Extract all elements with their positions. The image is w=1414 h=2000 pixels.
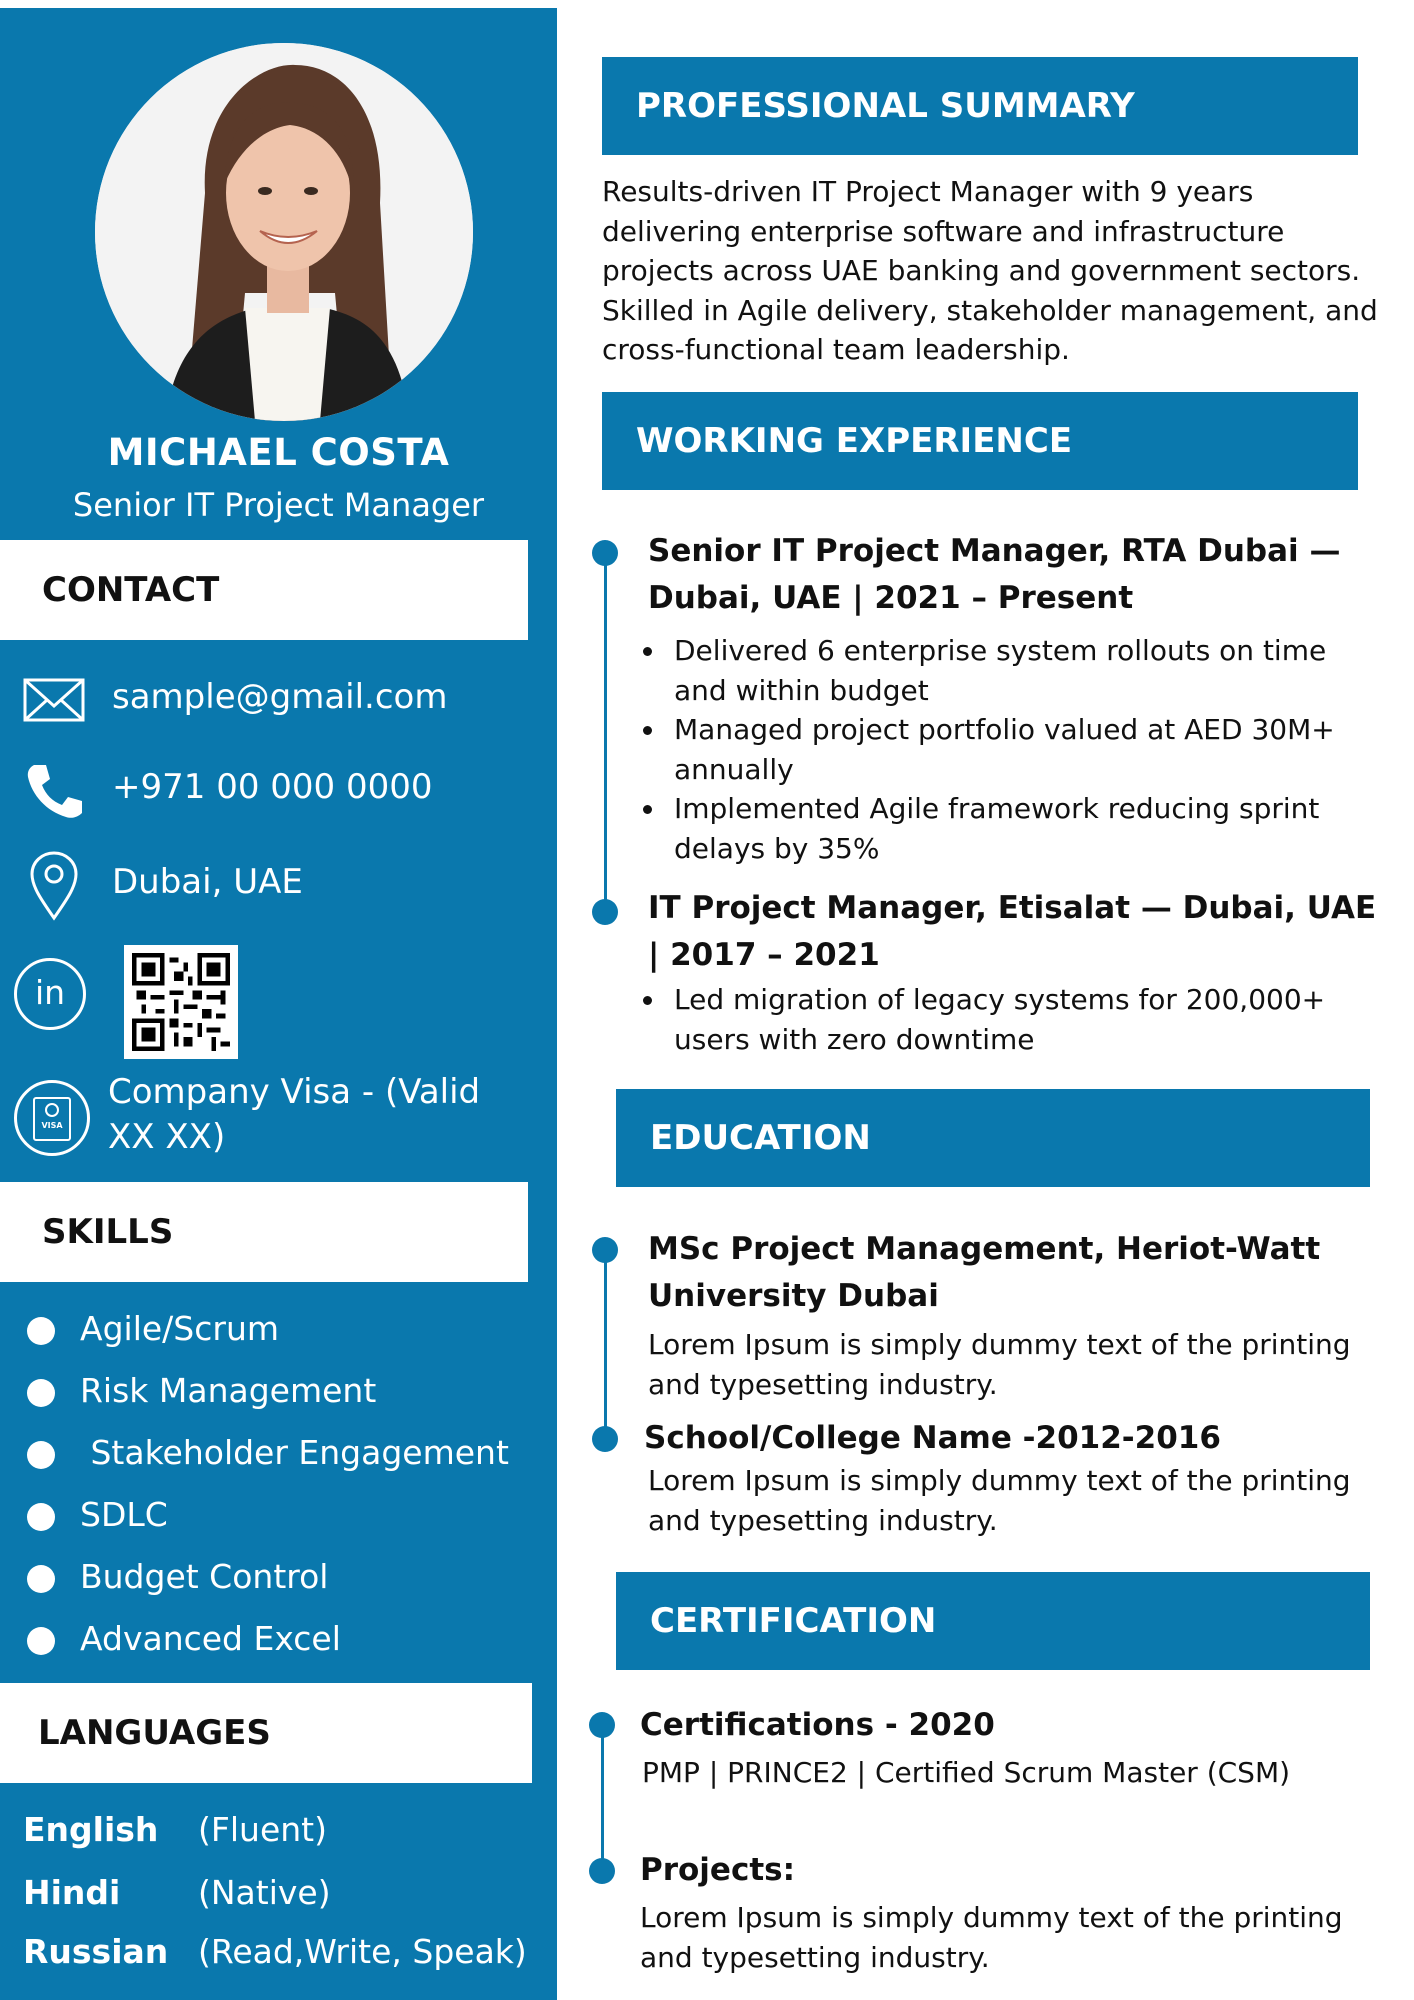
contact-heading-bar bbox=[0, 540, 528, 640]
summary-heading: PROFESSIONAL SUMMARY bbox=[636, 86, 1135, 126]
education-text: Lorem Ipsum is simply dummy text of the printing and typesetting industry. bbox=[648, 1464, 1351, 1537]
visa-status-line1: Company Visa - (Valid bbox=[108, 1072, 481, 1112]
candidate-name: MICHAEL COSTA bbox=[107, 431, 450, 474]
summary-heading-bar bbox=[602, 57, 1358, 155]
timeline-dot bbox=[589, 1858, 615, 1884]
profile-photo bbox=[95, 43, 473, 421]
education-title: School/College Name -2012-2016 bbox=[644, 1420, 1221, 1456]
skill-item: Budget Control bbox=[0, 1553, 557, 1603]
skill-item: Advanced Excel bbox=[0, 1615, 557, 1665]
skills-heading-bar bbox=[0, 1182, 528, 1282]
contact-heading: CONTACT bbox=[42, 570, 220, 610]
education-text: Lorem Ipsum is simply dummy text of the printing and typesetting industry. bbox=[648, 1328, 1351, 1401]
certification-timeline-line bbox=[601, 1735, 604, 1875]
language-item bbox=[0, 1873, 557, 1923]
skill-item: Stakeholder Engagement bbox=[0, 1429, 557, 1479]
timeline-dot bbox=[592, 899, 618, 925]
contact-phone[interactable]: +971 00 000 0000 bbox=[112, 767, 433, 807]
language-item bbox=[0, 1932, 557, 1982]
contact-phone-row bbox=[0, 757, 557, 827]
phone-icon bbox=[22, 759, 86, 823]
language-level: (Read,Write, Speak) bbox=[198, 1932, 527, 1971]
job-title: Senior IT Project Manager, RTA Dubai — Dubai, UAE | 2021 – Present bbox=[648, 533, 1341, 616]
timeline-dot bbox=[592, 1237, 618, 1263]
education-timeline-line bbox=[604, 1250, 607, 1440]
contact-linkedin-row bbox=[0, 955, 557, 1035]
contact-visa-row bbox=[0, 1072, 557, 1172]
job-title: IT Project Manager, Etisalat — Dubai, UAE | 2017 – 2021 bbox=[648, 890, 1377, 973]
projects-text: Lorem Ipsum is simply dummy text of the printing and typesetting industry. bbox=[640, 1901, 1343, 1974]
job-bullet: Managed project portfolio valued at AED 30M+ annually bbox=[640, 710, 1360, 789]
certification-heading: CERTIFICATION bbox=[650, 1601, 937, 1641]
language-name: English bbox=[23, 1810, 159, 1849]
envelope-icon bbox=[22, 668, 86, 732]
qr-code[interactable] bbox=[124, 945, 238, 1059]
summary-text: Results-driven IT Project Manager with 9 years delivering enterprise software and infrastructure projects across UAE banking and government sectors. Skilled in Agile delivery, stakeholder management, and cross-functional team leadership. bbox=[602, 175, 1378, 366]
languages-heading-bar bbox=[0, 1683, 532, 1783]
candidate-title: Senior IT Project Manager bbox=[72, 486, 485, 524]
education-title: MSc Project Management, Heriot-Watt University Dubai bbox=[648, 1231, 1321, 1314]
languages-heading: LANGUAGES bbox=[38, 1713, 271, 1753]
timeline-dot bbox=[592, 1426, 618, 1452]
certification-text: PMP | PRINCE2 | Certified Scrum Master (CSM) bbox=[642, 1756, 1291, 1789]
language-name: Russian bbox=[23, 1932, 169, 1971]
skill-item: Agile/Scrum bbox=[0, 1305, 557, 1355]
location-pin-icon bbox=[22, 850, 86, 922]
certification-title: Certifications - 2020 bbox=[640, 1707, 995, 1743]
contact-location: Dubai, UAE bbox=[112, 862, 303, 902]
timeline-dot bbox=[589, 1712, 615, 1738]
experience-timeline-line bbox=[604, 552, 607, 912]
education-heading: EDUCATION bbox=[650, 1118, 871, 1158]
education-heading-bar bbox=[616, 1089, 1370, 1187]
experience-heading-bar bbox=[602, 392, 1358, 490]
language-level: (Fluent) bbox=[198, 1810, 327, 1849]
experience-heading: WORKING EXPERIENCE bbox=[636, 421, 1073, 461]
contact-email-row bbox=[0, 665, 557, 735]
language-item bbox=[0, 1810, 557, 1860]
job-bullets bbox=[640, 980, 1360, 1059]
linkedin-icon[interactable]: in bbox=[14, 958, 86, 1030]
job-bullet: Implemented Agile framework reducing sprint delays by 35% bbox=[640, 789, 1360, 868]
language-name: Hindi bbox=[23, 1873, 121, 1912]
job-bullet: Delivered 6 enterprise system rollouts on time and within budget bbox=[640, 631, 1360, 710]
skill-item: Risk Management bbox=[0, 1367, 557, 1417]
language-level: (Native) bbox=[198, 1873, 331, 1912]
contact-location-row bbox=[0, 850, 557, 930]
certification-heading-bar bbox=[616, 1572, 1370, 1670]
skills-heading: SKILLS bbox=[42, 1212, 174, 1252]
visa-status-line2: XX XX) bbox=[108, 1117, 226, 1157]
contact-email[interactable]: sample@gmail.com bbox=[112, 677, 448, 717]
job-bullet: Led migration of legacy systems for 200,000+ users with zero downtime bbox=[640, 980, 1360, 1059]
skill-item: SDLC bbox=[0, 1491, 557, 1541]
job-bullets bbox=[640, 631, 1360, 868]
timeline-dot bbox=[592, 540, 618, 566]
visa-icon: VISA bbox=[14, 1080, 90, 1156]
projects-title: Projects: bbox=[640, 1852, 795, 1888]
